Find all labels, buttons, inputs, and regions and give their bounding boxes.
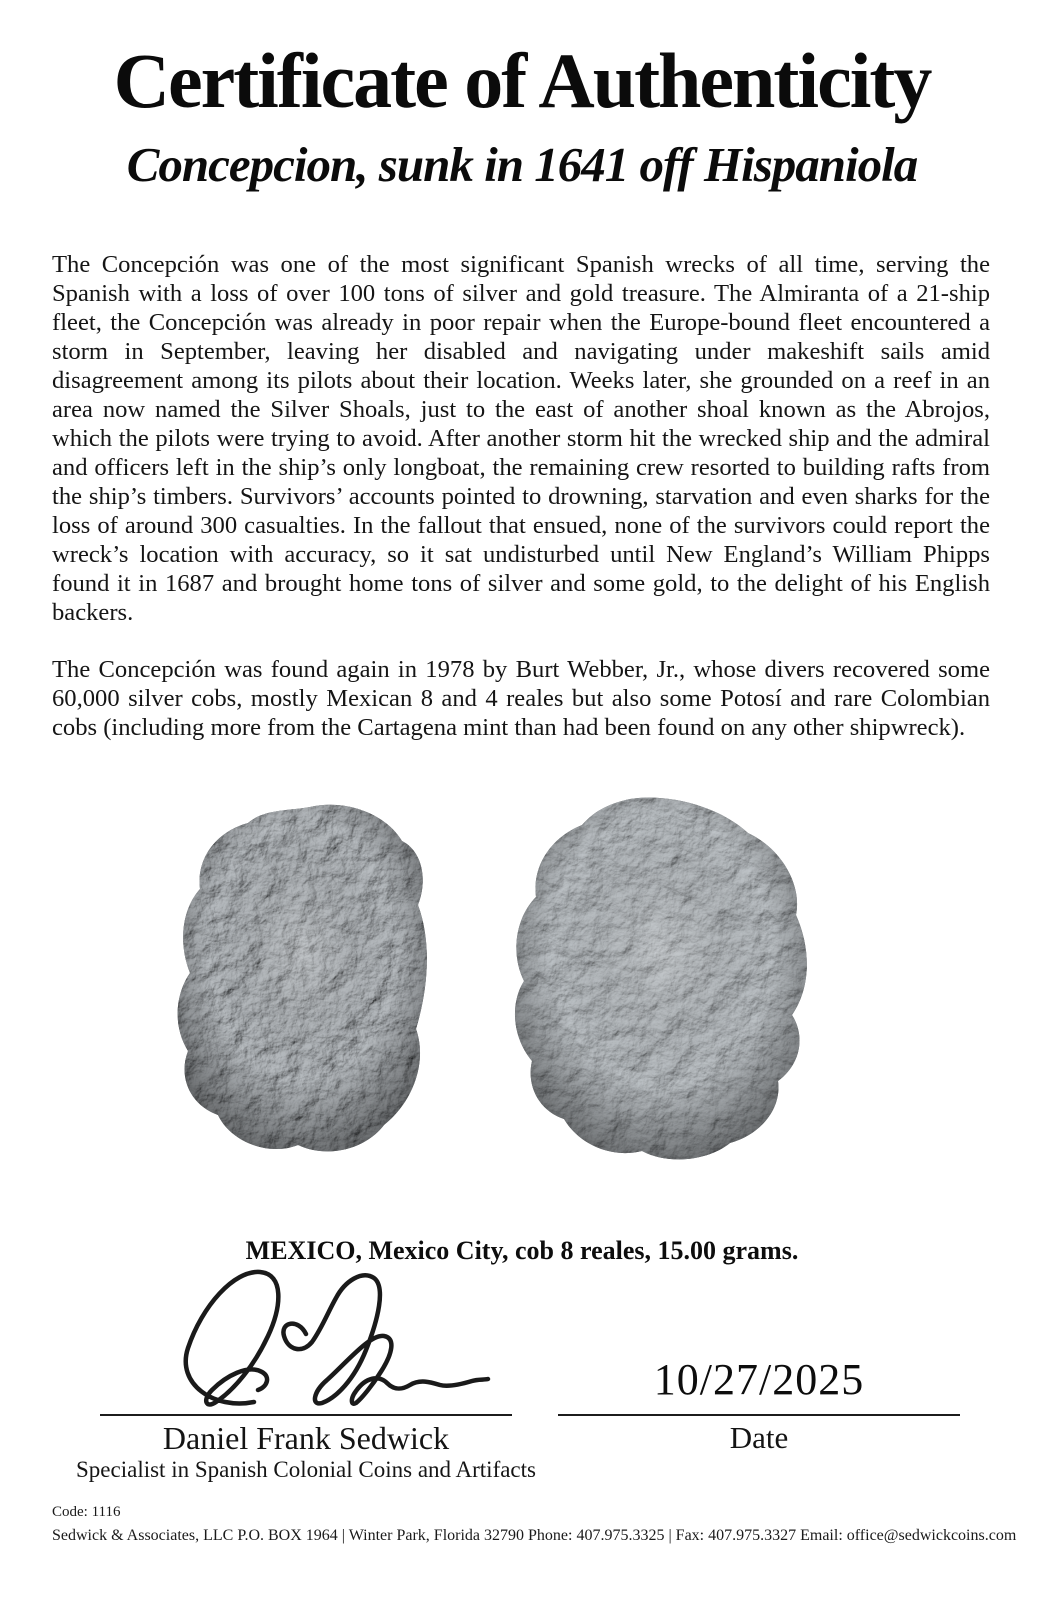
certificate-subtitle: Concepcion, sunk in 1641 off Hispaniola — [126, 137, 918, 192]
coin-obverse-image — [178, 805, 427, 1152]
signature-image — [148, 1258, 500, 1410]
signer-role: Specialist in Spanish Colonial Coins and Artifacts — [76, 1457, 536, 1482]
footer-code: Code: 1116 — [52, 1504, 121, 1520]
history-paragraph-2: The Concepción was found again in 1978 by Burt Webber, Jr., whose divers recovered some 60,000 silver cobs, mostly Mexican 8 and 4 reales but also some Potosí and rare Colombian cobs (including more from the Cartagena mint than had been found on any other shipwreck). — [52, 656, 990, 741]
signer-name: Daniel Frank Sedwick — [162, 1420, 450, 1456]
footer-contact: Sedwick & Associates, LLC P.O. BOX 1964 | Winter Park, Florida 32790 Phone: 407.975.3325 | Fax: 407.975.3327 Email: office@sedwickcoins.com — [52, 1527, 1017, 1544]
coin-reverse-image — [515, 798, 807, 1160]
history-paragraph-1: The Concepción was one of the most significant Spanish wrecks of all time, serving the Spanish with a loss of over 100 tons of silver and gold treasure. The Almiranta of a 21-ship fleet, the Concepción was already in poor repair when the Europe-bound fleet encountered a storm in September, leaving her disabled and navigating under makeshift sails amid disagreement among its pilots about their location. Weeks later, she grounded on a reef in an area now named the Silver Shoals, just to the east of another shoal known as the Abrojos, which the pilots were trying to avoid. After another storm hit the wrecked ship and the admiral and officers left in the ship’s only longboat, the remaining crew resorted to building rafts from the ship’s timbers. Survivors’ accounts pointed to drowning, starvation and even sharks for the loss of around 300 casualties. In the fallout that ensued, none of the survivors could report the wreck’s location with accuracy, so it sat undisturbed until New England’s William Phipps found it in 1687 and brought home tons of silver and some gold, to the delight of his English backers. — [52, 251, 990, 626]
coin-photos — [160, 793, 840, 1171]
date-label: Date — [729, 1420, 789, 1455]
signature-line — [100, 1414, 512, 1416]
coin-caption: MEXICO, Mexico City, cob 8 reales, 15.00 grams. — [245, 1236, 799, 1265]
date-line — [558, 1414, 960, 1416]
certificate-title: Certificate of Authenticity — [113, 37, 931, 124]
date-value: 10/27/2025 — [653, 1355, 865, 1404]
